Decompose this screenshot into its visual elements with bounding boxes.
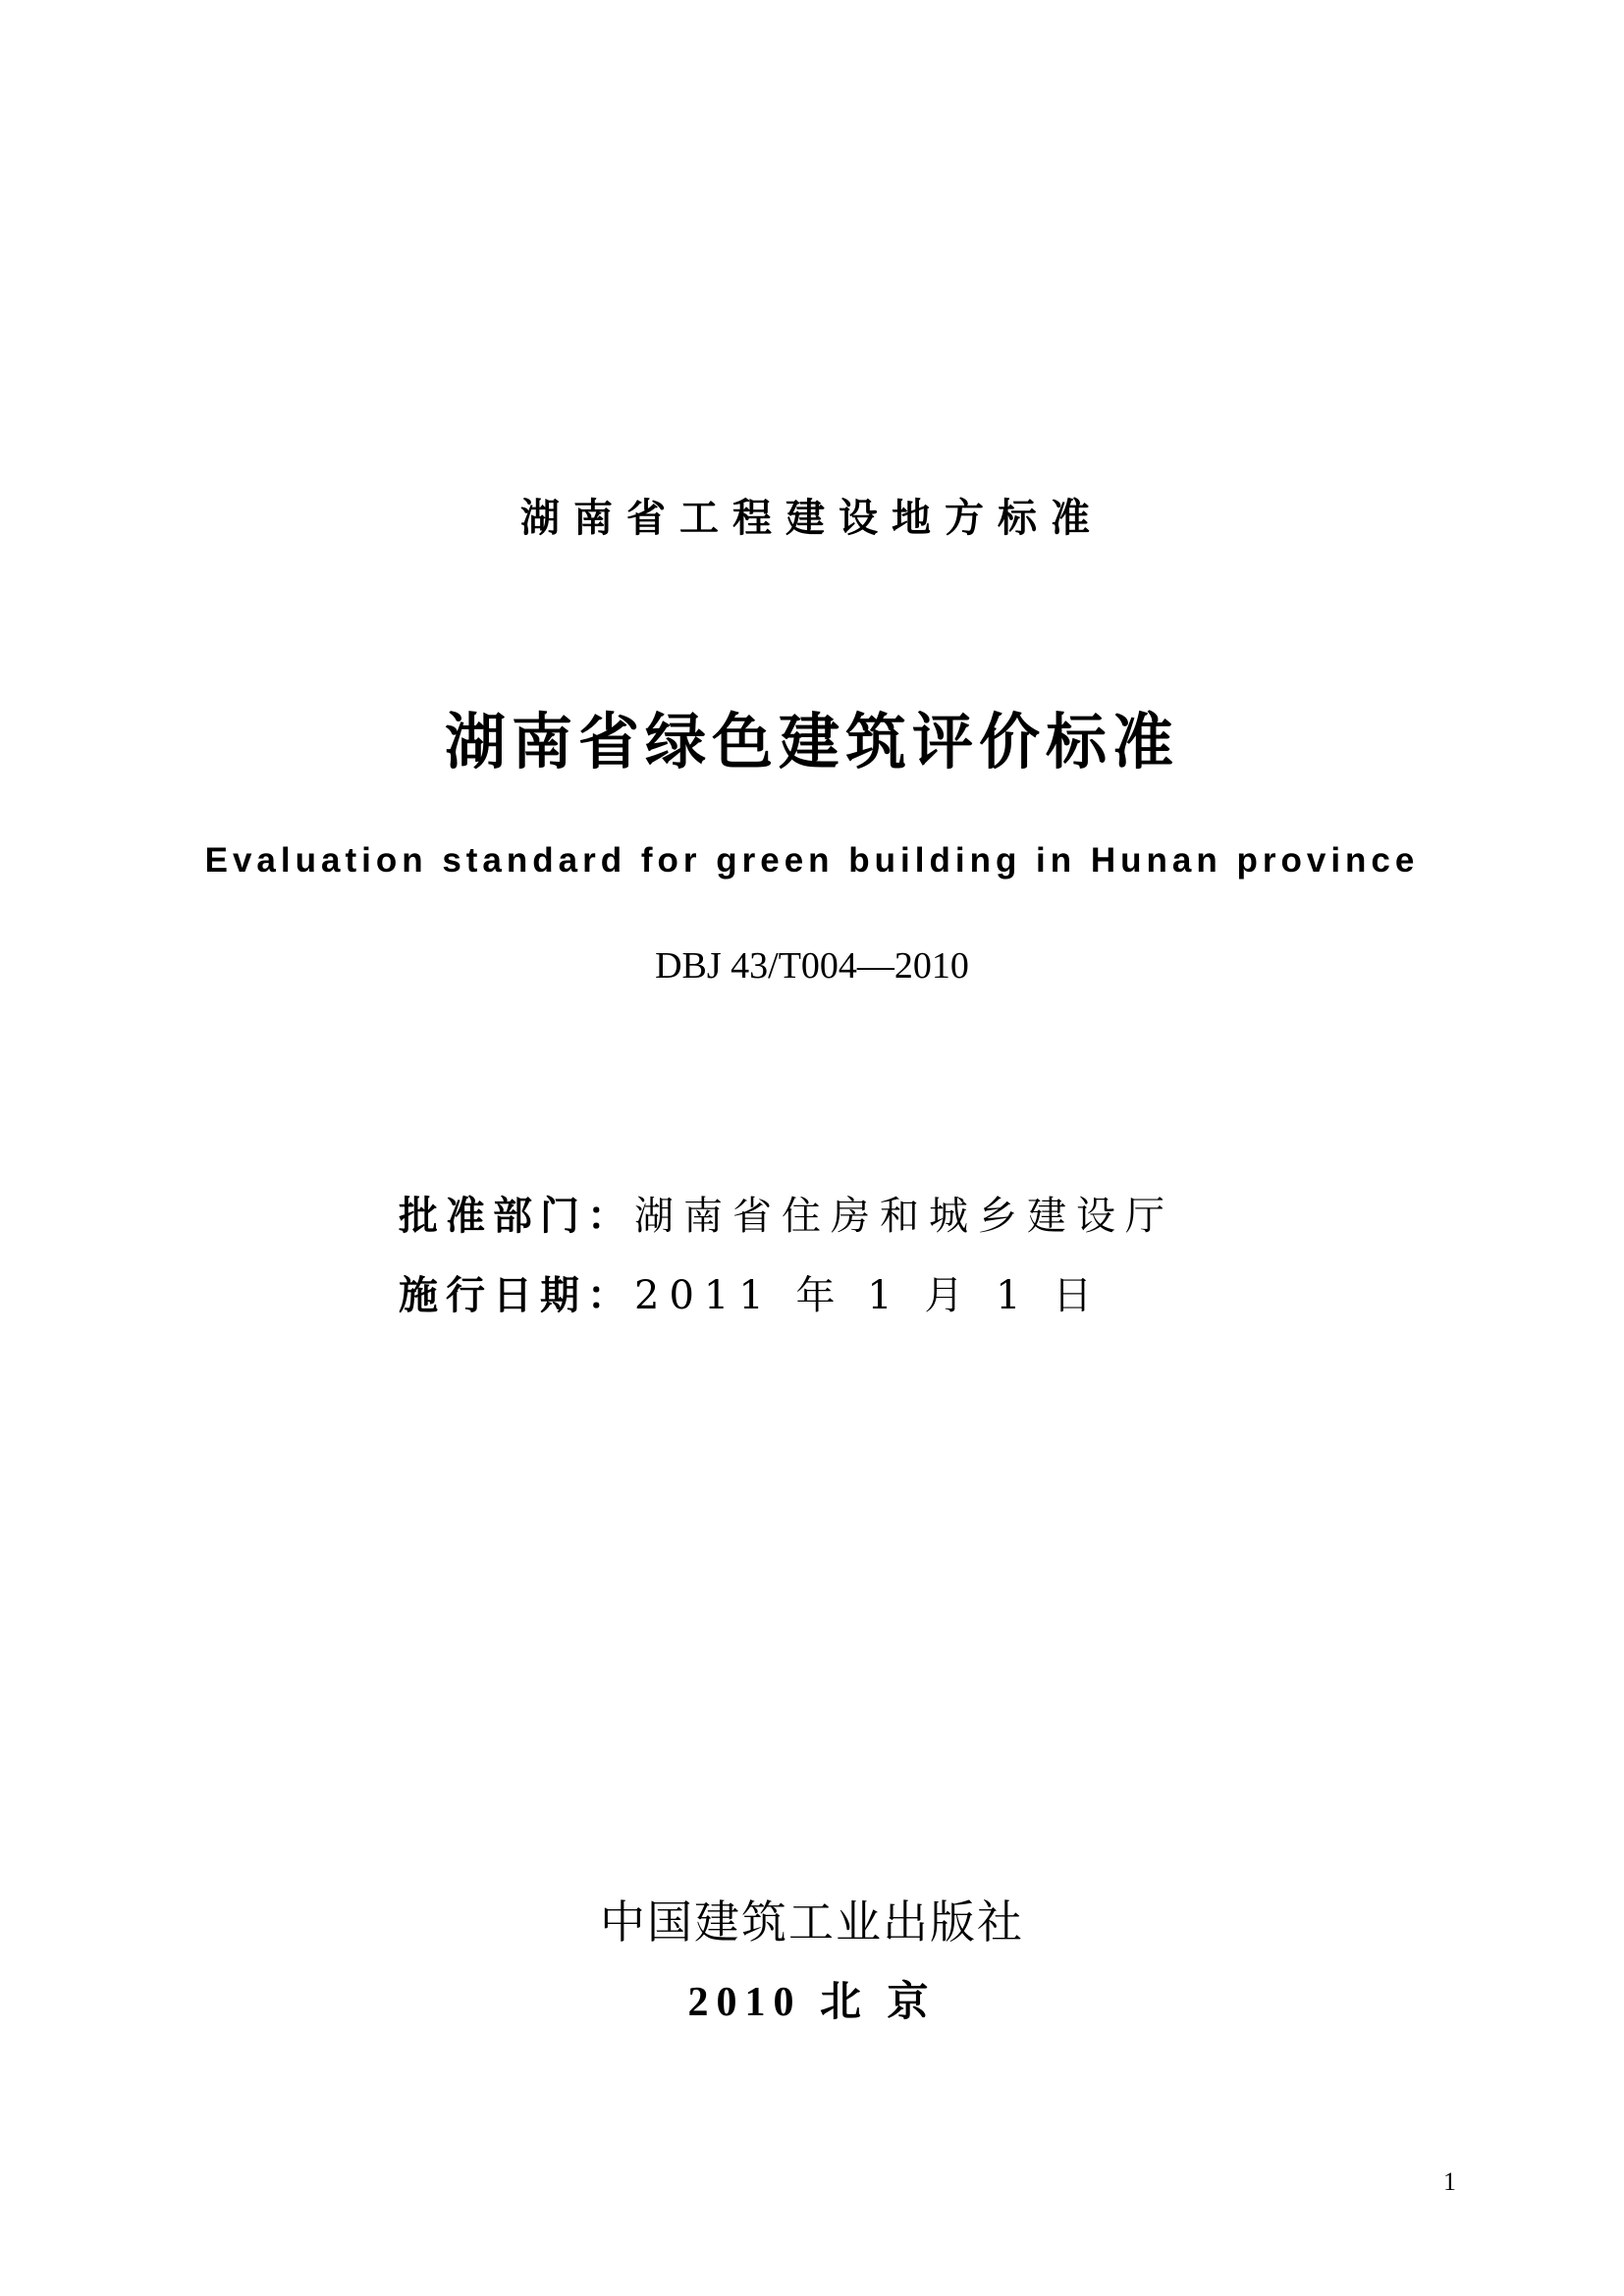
- effective-date-row: [399, 1271, 1174, 1320]
- document-title-chinese: 湖南省绿色建筑评价标准: [444, 706, 1179, 777]
- approval-value: 湖南省住房和城乡建设厅: [634, 1194, 1174, 1239]
- effective-date-label: 施行日期：: [399, 1273, 634, 1318]
- approval-label: 批准部门：: [399, 1194, 634, 1239]
- effective-date-value: 2011 年 1 月 1 日: [634, 1273, 1103, 1318]
- standard-metadata: [399, 1192, 1174, 1351]
- page-number: 1: [1443, 2167, 1456, 2196]
- document-title-english: Evaluation standard for green building in Hunan province: [204, 841, 1420, 880]
- standard-series-label: 湖南省工程建设地方标准: [520, 496, 1104, 541]
- standard-code: DBJ 43/T004—2010: [655, 945, 969, 987]
- publisher-name: 中国建筑工业出版社: [600, 1896, 1024, 1949]
- approval-row: [399, 1192, 1174, 1241]
- publication-year-place: 2010 北 京: [687, 1980, 937, 2025]
